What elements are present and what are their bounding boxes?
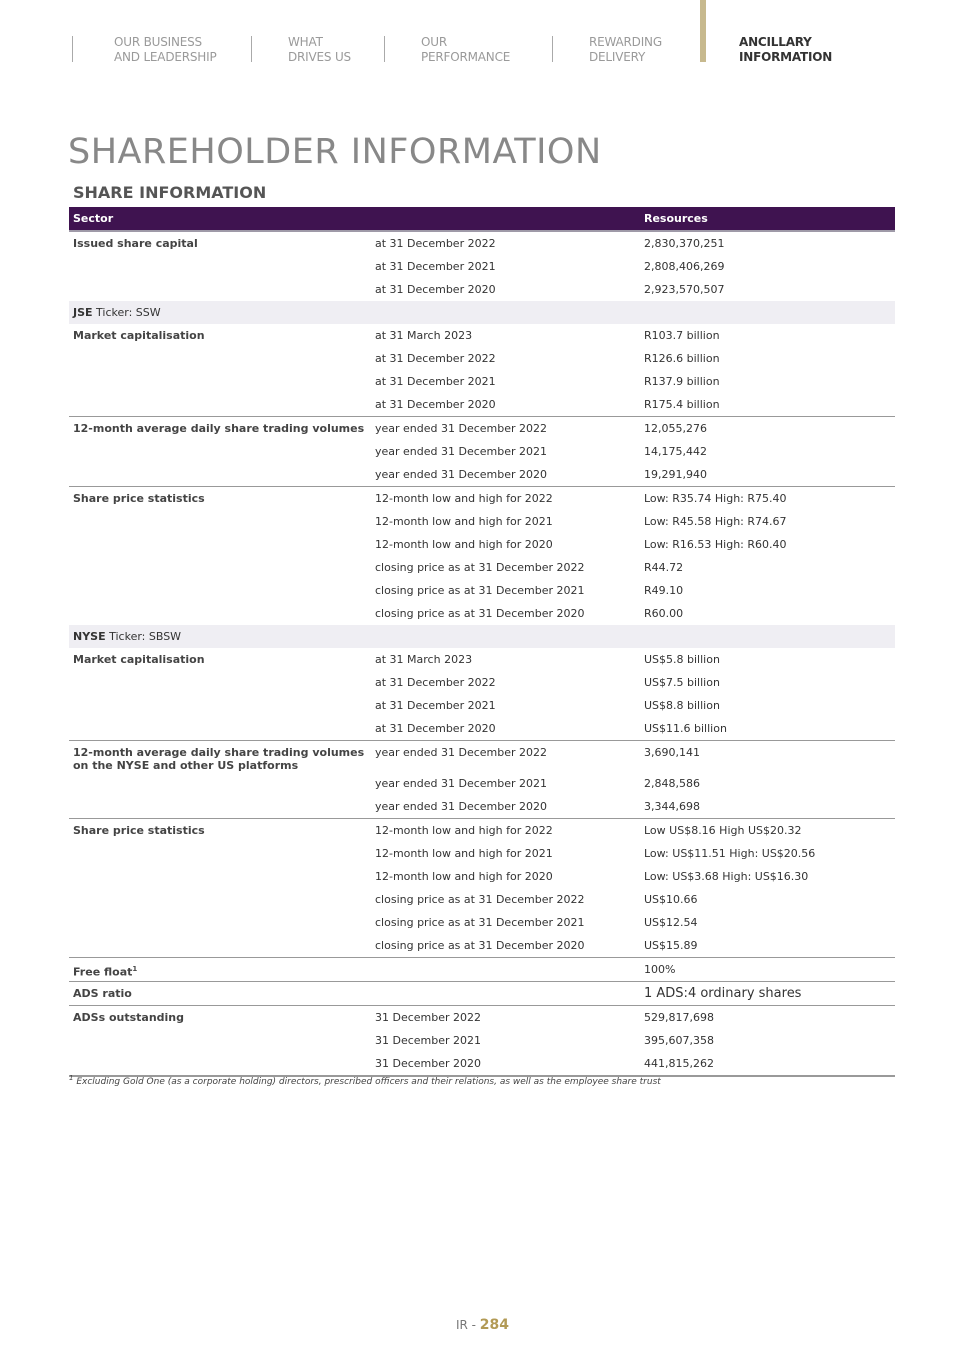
row-period: 31 December 2020 [371,1052,640,1076]
row-period: at 31 December 2021 [375,260,496,273]
row-value: US$15.89 [644,939,698,952]
table-row [69,772,895,795]
table-row [69,694,895,717]
table-row [69,1006,895,1030]
row-label-text: Share price statistics [73,824,205,837]
row-period: at 31 March 2023 [375,653,473,666]
row-label [69,370,371,393]
row-label [69,1006,371,1030]
row-period: 12-month low and high for 2020 [375,870,553,883]
ticker-label: Ticker: SBSW [105,630,182,643]
row-value: 2,923,570,507 [644,283,725,296]
row-value: R103.7 billion [644,329,720,342]
row-label [69,533,371,556]
row-period: closing price as at 31 December 2021 [375,584,585,597]
table-row [69,842,895,865]
row-label-text: Share price statistics [73,492,205,505]
row-label [69,1052,371,1076]
row-period [371,958,640,982]
footnote-text: Excluding Gold One (as a corporate holding) directors, prescribed officers and their relations, as well as the employee share trust [73,1077,661,1087]
row-period: closing price as at 31 December 2021 [375,916,585,929]
row-value: 529,817,698 [640,1006,895,1030]
row-value: 1 ADS:4 ordinary shares [640,982,895,1006]
row-label [69,741,371,773]
page-title: SHAREHOLDER INFORMATION [68,132,602,172]
row-label [69,231,371,255]
nav-our-business[interactable] [114,35,217,65]
row-period: closing price as at 31 December 2020 [375,939,585,952]
nav-what-drives-us[interactable] [288,35,351,65]
row-value: 19,291,940 [644,468,707,481]
row-label-text: Free float [73,965,133,979]
nav-label: REWARDING [589,35,662,49]
row-label [69,556,371,579]
row-label [69,324,371,347]
table-row [69,533,895,556]
nav-label: DELIVERY [589,50,646,64]
row-value: US$5.8 billion [644,653,720,666]
row-label [69,510,371,533]
row-period: at 31 December 2021 [375,699,496,712]
row-period: closing price as at 31 December 2022 [375,893,585,906]
row-period: year ended 31 December 2020 [375,800,548,813]
row-value: 395,607,358 [644,1034,714,1047]
ticker-cell [69,625,895,648]
row-label [69,602,371,625]
row-label [69,694,371,717]
exchange-name: JSE [73,306,93,319]
row-label [69,278,371,301]
row-period: 12-month low and high for 2020 [375,538,553,551]
row-period: year ended 31 December 2021 [375,777,548,790]
row-period: year ended 31 December 2022 [371,417,640,441]
header-blank [371,207,640,231]
table-row [69,648,895,671]
row-label-text: ADS ratio [73,987,132,1000]
row-period: at 31 December 2022 [375,237,496,250]
ticker-cell [69,301,895,324]
row-value: R49.10 [644,584,684,597]
row-label [69,982,371,1006]
table-row [69,556,895,579]
nav-our-performance[interactable] [421,35,510,65]
row-label-text: ADSs outstanding [73,1011,184,1024]
row-period: closing price as at 31 December 2022 [375,561,585,574]
row-period: 31 December 2022 [371,1006,640,1030]
row-value: 441,815,262 [640,1052,895,1076]
row-period: at 31 December 2020 [375,283,496,296]
table-row [69,255,895,278]
nav-label: AND LEADERSHIP [114,50,217,64]
nav-label: PERFORMANCE [421,50,511,64]
row-value: 14,175,442 [644,445,707,458]
page-prefix: IR - [455,1318,480,1332]
row-label [69,865,371,888]
row-period: at 31 March 2023 [375,329,473,342]
row-label-text: 12-month average daily share trading volumes on the NYSE and other US platforms [73,746,365,772]
table-row [69,579,895,602]
exchange-name: NYSE [73,630,106,643]
footnote [69,1074,661,1087]
row-period: 12-month low and high for 2021 [375,515,553,528]
row-label [69,393,371,417]
row-value: Low: US$3.68 High: US$16.30 [644,870,809,883]
row-value: US$10.66 [644,893,698,906]
row-label [69,671,371,694]
row-label [69,1029,371,1052]
row-period: year ended 31 December 2021 [375,445,548,458]
row-label [69,911,371,934]
row-value: R44.72 [644,561,684,574]
row-label [69,958,371,982]
header-sector: Sector [69,207,371,231]
row-period: 12-month low and high for 2022 [371,487,640,511]
table-row [69,741,895,773]
row-label [69,819,371,843]
page-number [0,1317,965,1333]
table-row [69,417,895,441]
table-header [69,207,895,231]
row-period: year ended 31 December 2020 [375,468,548,481]
table-row [69,671,895,694]
row-value: Low: R16.53 High: R60.40 [644,538,787,551]
row-value: Low: R45.58 High: R74.67 [644,515,787,528]
section-title: SHARE INFORMATION [73,183,267,202]
row-period: at 31 December 2022 [375,676,496,689]
row-label [69,934,371,958]
row-period [371,982,640,1006]
row-period: at 31 December 2020 [375,398,496,411]
row-label [69,440,371,463]
row-value: US$12.54 [644,916,698,929]
row-period: closing price as at 31 December 2020 [375,607,585,620]
row-value: Low: US$11.51 High: US$20.56 [644,847,816,860]
table-row [69,393,895,417]
table-row [69,982,895,1006]
nav-separator [552,36,553,62]
row-value: 100% [640,958,895,982]
table-row [69,1029,895,1052]
row-label [69,772,371,795]
row-label-text: 12-month average daily share trading volumes [73,422,365,435]
row-label [69,842,371,865]
row-period: at 31 December 2021 [375,375,496,388]
share-information-table [69,207,895,1077]
table-row [69,958,895,982]
table-row [69,440,895,463]
table-row [69,911,895,934]
nav-separator [72,36,73,62]
row-value: 2,808,406,269 [644,260,725,273]
row-label-text: Market capitalisation [73,329,205,342]
table-row [69,888,895,911]
row-value: R137.9 billion [644,375,720,388]
nav-ancillary-information[interactable] [739,35,832,65]
row-label [69,795,371,819]
table-row [69,347,895,370]
row-label [69,347,371,370]
row-label [69,579,371,602]
row-label [69,255,371,278]
row-value: US$7.5 billion [644,676,720,689]
row-period: 31 December 2021 [375,1034,482,1047]
nav-label: OUR [421,35,447,49]
row-label [69,648,371,671]
table-row [69,625,895,648]
table-row [69,602,895,625]
table-row [69,370,895,393]
row-value: 2,830,370,251 [644,237,725,250]
table-row [69,324,895,347]
row-value: R175.4 billion [644,398,720,411]
table-row [69,301,895,324]
row-value: 2,848,586 [644,777,700,790]
nav-separator [251,36,252,62]
row-period: 12-month low and high for 2022 [371,819,640,843]
table-row [69,865,895,888]
row-period: at 31 December 2022 [375,352,496,365]
row-value: Low: R35.74 High: R75.40 [640,487,895,511]
row-value: 3,344,698 [644,800,700,813]
row-label [69,717,371,741]
nav-label: INFORMATION [739,50,833,64]
table-row [69,487,895,511]
nav-label: WHAT [288,35,323,49]
nav-rewarding-delivery[interactable] [589,35,662,65]
header-resources: Resources [640,207,895,231]
nav-label: ANCILLARY [739,35,812,49]
row-value: 3,690,141 [640,741,895,773]
footnote-ref: 1 [132,965,138,973]
row-value: US$8.8 billion [644,699,720,712]
nav-label: OUR BUSINESS [114,35,202,49]
footnote-mark: 1 [69,1074,74,1082]
table-row [69,795,895,819]
table-row [69,934,895,958]
table-row [69,278,895,301]
ticker-label: Ticker: SSW [92,306,161,319]
row-label-text: Issued share capital [73,237,198,250]
row-value: R60.00 [644,607,684,620]
row-value: Low US$8.16 High US$20.32 [640,819,895,843]
table-row [69,510,895,533]
nav-separator [384,36,385,62]
table-row [69,463,895,487]
row-label [69,487,371,511]
table-row [69,819,895,843]
table-row [69,717,895,741]
row-period: year ended 31 December 2022 [371,741,640,773]
row-value: US$11.6 billion [644,722,727,735]
row-label [69,888,371,911]
section-nav [0,33,965,73]
row-label-text: Market capitalisation [73,653,205,666]
row-value: R126.6 billion [644,352,720,365]
row-period: 12-month low and high for 2021 [375,847,553,860]
nav-label: DRIVES US [288,50,351,64]
table-row [69,1052,895,1076]
row-label [69,417,371,441]
row-label [69,463,371,487]
row-period: at 31 December 2020 [375,722,496,735]
table-row [69,231,895,255]
row-value: 12,055,276 [640,417,895,441]
page-number-value: 284 [479,1317,510,1333]
